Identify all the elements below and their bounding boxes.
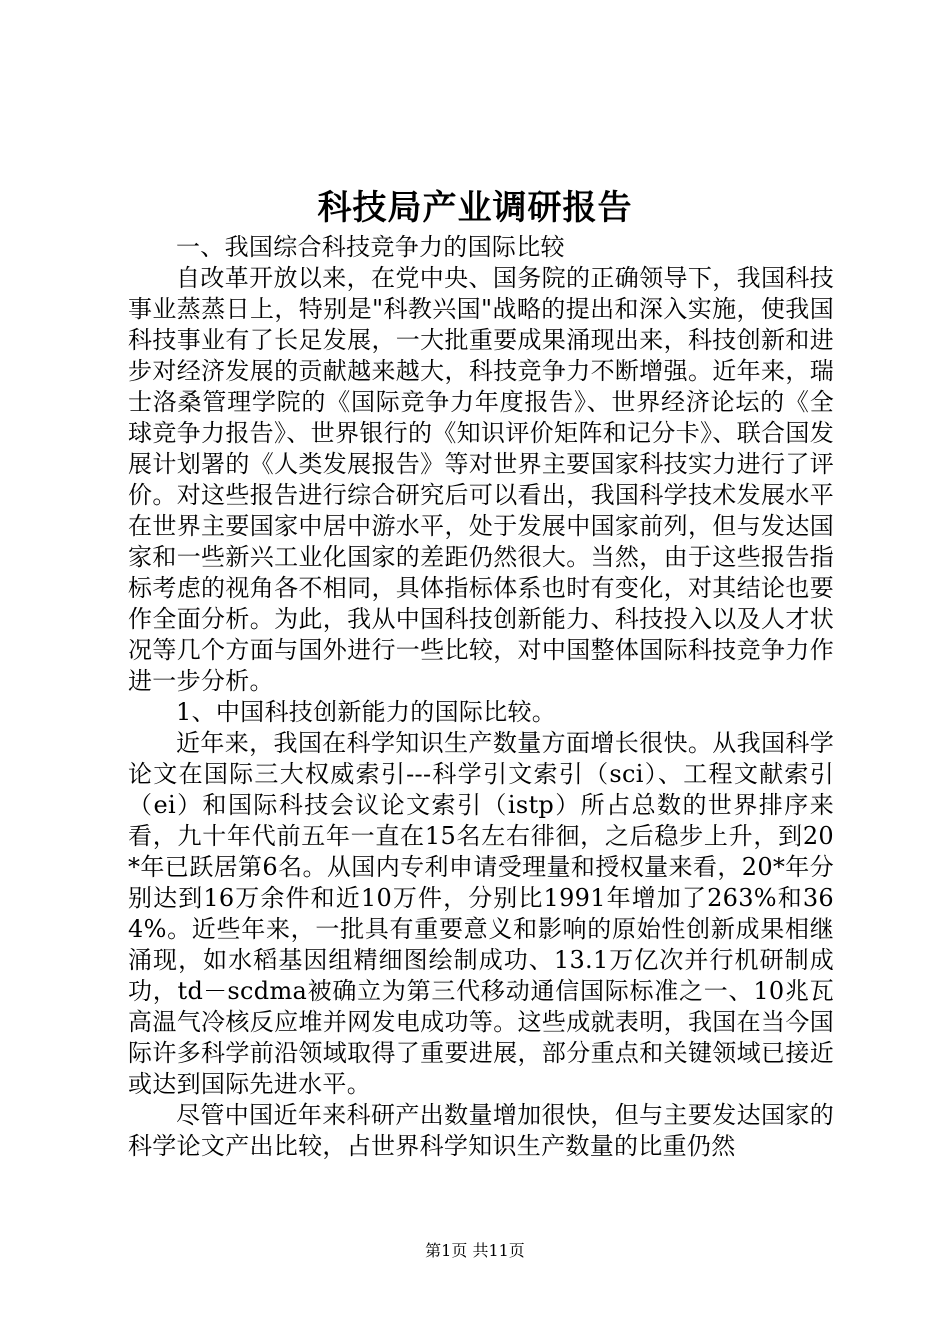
section-heading: 一、我国综合科技竞争力的国际比较 [176,233,565,261]
body-paragraph: 近年来，我国在科学知识生产数量方面增长很快。从我国科学论文在国际三大权威索引---科学引文索引（sci）、工程文献索引（ei）和国际科技会议论文索引（istp）所占总数的世界排序来看，九十年代前五年一直在15名左右徘徊，之后稳步上升，到20*年已跃居第6名。从国内专利申请受理量和授权量来看，20*年分别达到16万余件和近10万件，分别比1991年增加了263%和364%。近些年来，一批具有重要意义和影响的原始性创新成果相继涌现，如水稻基因组精细图绘制成功、13.1万亿次并行机研制成功，td－scdma被确立为第三代移动通信国际标准之一、10兆瓦高温气冷核反应堆并网发电成功等。这些成就表明，我国在当今国际许多科学前沿领域取得了重要进展，部分重点和关键领域已接近或达到国际先进水平。 [128,729,834,1098]
document-body [128,232,834,1162]
body-paragraph: 尽管中国近年来科研产出数量增加很快，但与主要发达国家的科学论文产出比较，占世界科学知识生产数量的比重仍然 [128,1101,834,1160]
page-number-footer: 第1页 共11页 [425,1241,525,1260]
subsection-heading: 1、中国科技创新能力的国际比较。 [176,698,557,726]
body-paragraph: 自改革开放以来，在党中央、国务院的正确领导下，我国科技事业蒸蒸日上，特别是"科教兴国"战略的提出和深入实施，使我国科技事业有了长足发展，一大批重要成果涌现出来，科技创新和进步对经济发展的贡献越来越大，科技竞争力不断增强。近年来，瑞士洛桑管理学院的《国际竞争力年度报告》、世界经济论坛的《全球竞争力报告》、世界银行的《知识评价矩阵和记分卡》、联合国发展计划署的《人类发展报告》等对世界主要国家科技实力进行了评价。对这些报告进行综合研究后可以看出，我国科学技术发展水平在世界主要国家中居中游水平，处于发展中国家前列，但与发达国家和一些新兴工业化国家的差距仍然很大。当然，由于这些报告指标考虑的视角各不相同，具体指标体系也时有变化，对其结论也要作全面分析。为此，我从中国科技创新能力、科技投入以及人才状况等几个方面与国外进行一些比较，对中国整体国际科技竞争力作进一步分析。 [128,264,834,695]
document-title: 科技局产业调研报告 [317,188,633,228]
